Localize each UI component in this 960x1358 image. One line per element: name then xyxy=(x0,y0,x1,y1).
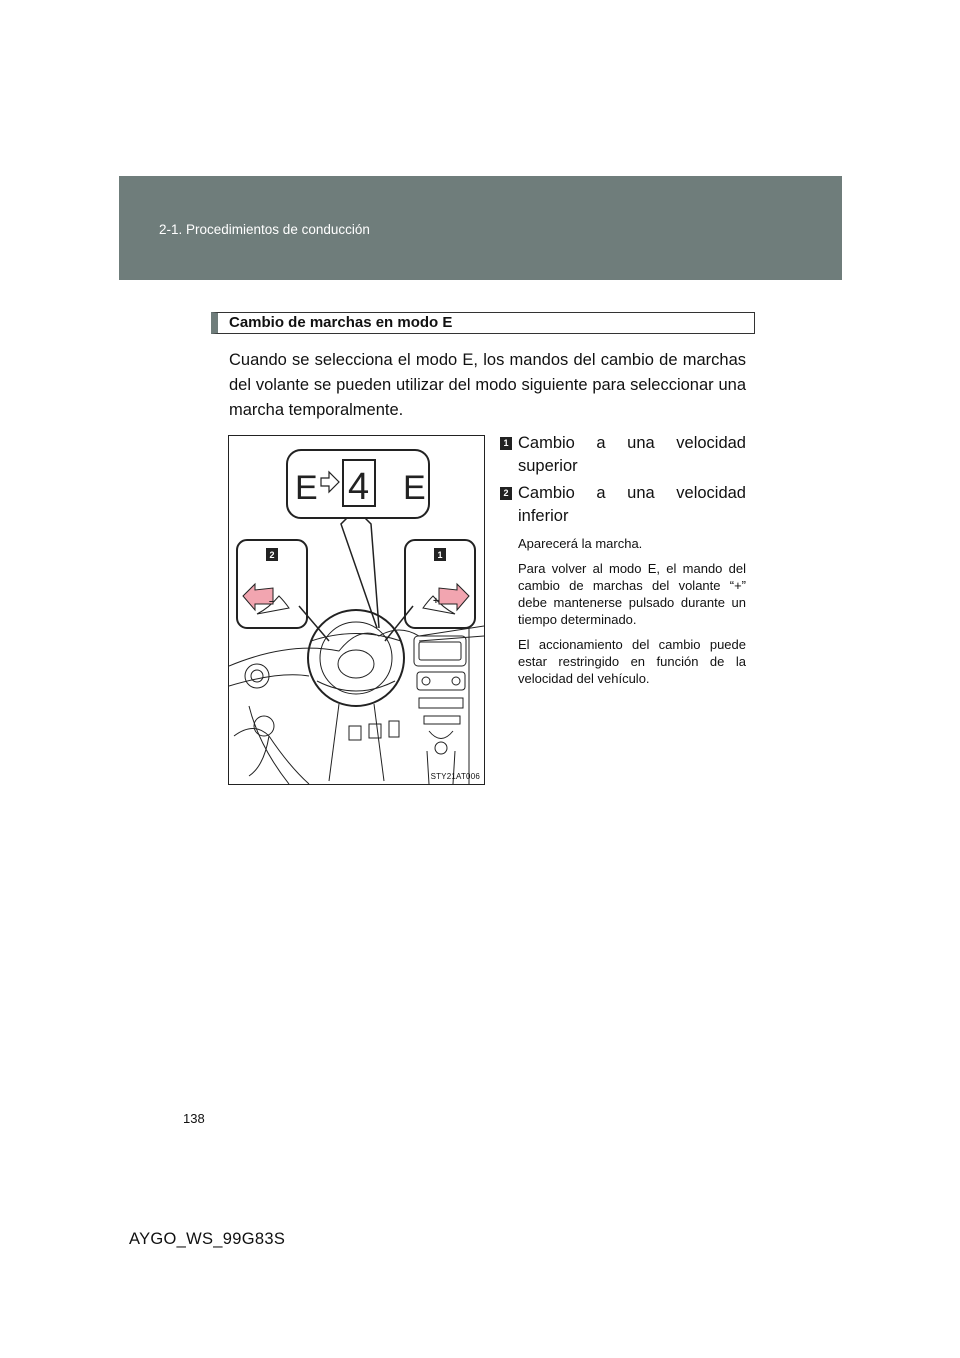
display-gear: 4 xyxy=(348,466,370,508)
section-title: Cambio de marchas en modo E xyxy=(229,314,453,331)
page-number: 138 xyxy=(183,1111,205,1126)
note-paragraph: El accionamiento del cambio puede estar restringido en función de la velocidad del vehículo. xyxy=(518,637,746,686)
paddle-plus-label: + xyxy=(433,596,439,607)
step-item xyxy=(500,482,746,528)
note-paragraph: Para volver al modo E, el mando del cambio de marchas del volante “+” debe mantenerse pulsado durante un tiempo determinado. xyxy=(518,561,746,627)
paddle-minus-label: – xyxy=(269,596,275,607)
notes xyxy=(518,535,746,695)
callout-left-num: 2 xyxy=(269,550,275,560)
header-band xyxy=(119,176,842,280)
step-text-word: Cambio xyxy=(518,434,575,452)
breadcrumb: 2-1. Procedimientos de conducción xyxy=(159,222,370,237)
step-text-word: velocidad xyxy=(676,484,746,502)
figure-code: STY21AT006 xyxy=(430,772,480,781)
document-code: AYGO_WS_99G83S xyxy=(129,1230,286,1248)
illustration-svg xyxy=(229,436,484,784)
step-text-word: a xyxy=(596,484,606,502)
note-paragraph: Aparecerá la marcha. xyxy=(518,536,643,551)
step-text-word: una xyxy=(627,434,655,452)
display-left-letter: E xyxy=(295,469,318,507)
steering-paddle-illustration xyxy=(228,435,485,785)
section-title-bar xyxy=(211,312,755,334)
step-text-word: velocidad xyxy=(676,434,746,452)
step-text-word: superior xyxy=(518,457,578,475)
steps-list xyxy=(500,432,746,532)
display-right-letter: E xyxy=(403,469,426,507)
callout-right-num: 1 xyxy=(437,550,443,560)
step-number-badge: 1 xyxy=(500,437,512,450)
step-text-word: Cambio xyxy=(518,484,575,502)
step-item xyxy=(500,432,746,478)
intro-paragraph: Cuando se selecciona el modo E, los mandos del cambio de marchas del volante se pueden utilizar del modo siguiente para seleccionar una marcha temporalmente. xyxy=(229,351,746,419)
step-text-word: inferior xyxy=(518,507,569,525)
step-text-word: a xyxy=(596,434,606,452)
step-number-badge: 2 xyxy=(500,487,512,500)
step-text-word: una xyxy=(627,484,655,502)
